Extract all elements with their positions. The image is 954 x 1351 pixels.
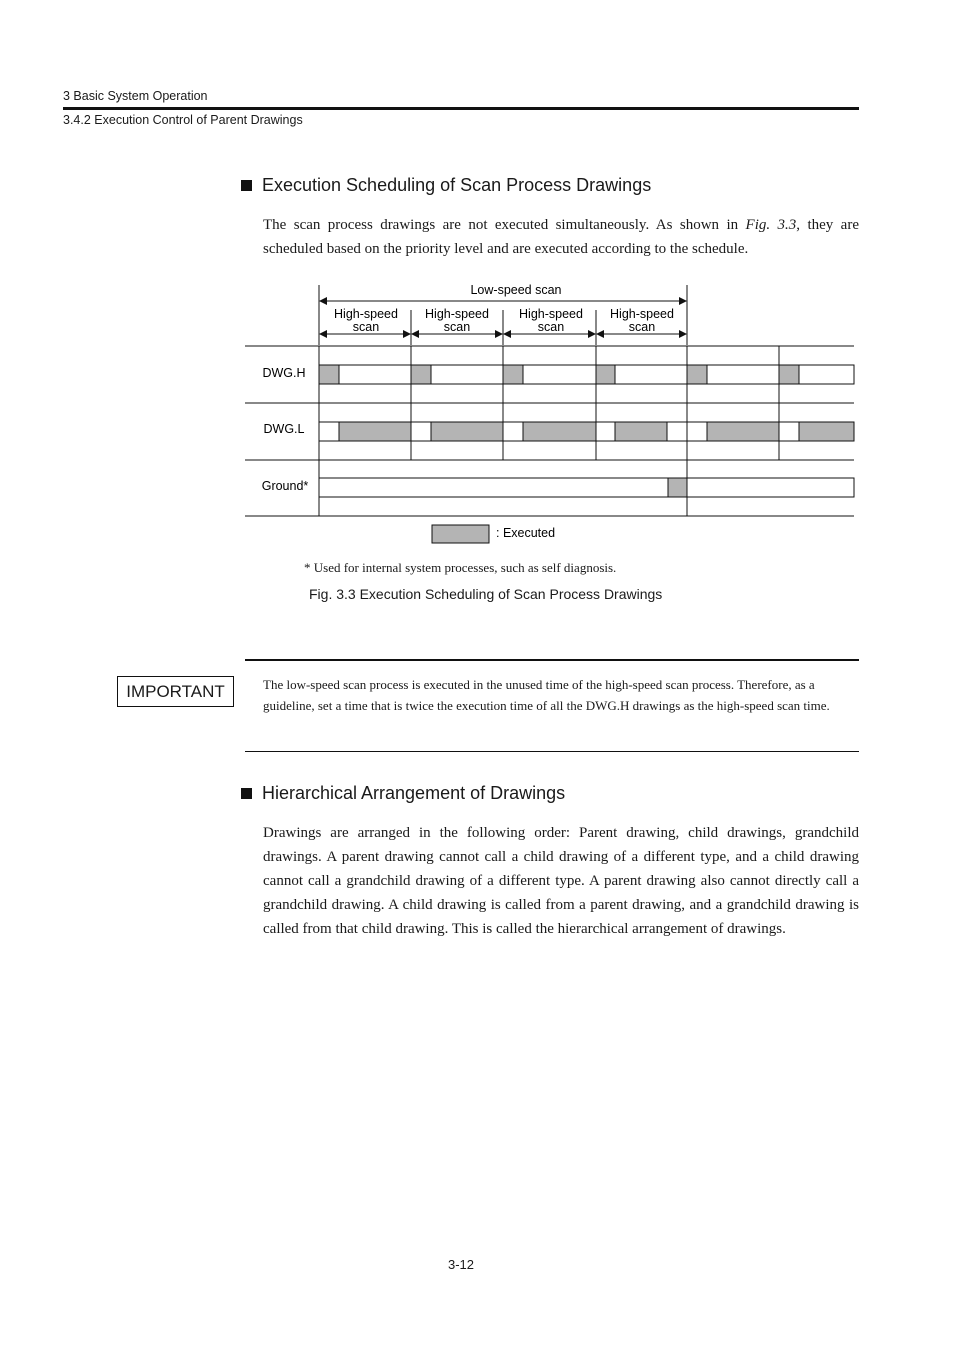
executed-block (596, 365, 615, 384)
executed-block (687, 365, 707, 384)
section-heading-hierarchy (241, 783, 565, 804)
figure-footnote: * Used for internal system processes, such as self diagnosis. (304, 560, 617, 575)
executed-block (779, 365, 799, 384)
row-label-dwg-l: DWG.L (263, 422, 305, 436)
figure-reference: Fig. 3.3 (745, 217, 797, 233)
executed-block (339, 422, 411, 441)
important-label: IMPORTANT (117, 676, 234, 707)
high-speed-scan-label: scan (537, 320, 565, 334)
high-speed-scan-label: scan (628, 320, 656, 334)
low-speed-scan-label: Low-speed scan (470, 283, 562, 297)
high-speed-scan-label: scan (352, 320, 380, 334)
executed-block (799, 422, 854, 441)
executed-block (668, 478, 687, 497)
chapter-header: 3 Basic System Operation (63, 89, 208, 103)
executed-block (523, 422, 596, 441)
dwg-l-timeline (319, 403, 854, 460)
high-speed-scan-label: scan (443, 320, 471, 334)
important-top-rule (245, 659, 859, 661)
high-speed-scan-label: High-speed (610, 307, 674, 321)
paragraph-text: , they are scheduled based on the priority level and are executed according to the schedule. (263, 217, 859, 257)
hierarchy-paragraph: Drawings are arranged in the following order: Parent drawing, child drawings, grandchild drawings. A parent drawing cannot call a child drawing of a different type, and a child drawing cannot call a grandchild drawing of a different type. A parent drawing also cannot directly call a grandchild drawing. A child drawing is called from a parent drawing, and a grandchild drawing is called from that child drawing. This is called the hierarchical arrangement of drawings. (263, 825, 859, 937)
high-speed-scan-label: High-speed (519, 307, 583, 321)
important-bottom-rule (245, 751, 859, 752)
square-bullet-icon (241, 788, 252, 799)
row-label-dwg-h: DWG.H (262, 366, 306, 380)
section-heading-text: Execution Scheduling of Scan Process Drawings (262, 175, 652, 195)
important-text: The low-speed scan process is executed in the unused time of the high-speed scan process. Therefore, as a guideline, set a time that is twice the execution time of all the DWG.H drawings as the high-speed scan time. (263, 677, 830, 713)
dwg-h-timeline (319, 346, 854, 403)
executed-block (319, 365, 339, 384)
page-number: 3-12 (447, 1257, 475, 1272)
section-header: 3.4.2 Execution Control of Parent Drawings (63, 113, 303, 127)
ground-timeline (319, 478, 854, 497)
executed-block (707, 422, 779, 441)
legend-swatch (432, 525, 489, 543)
high-speed-scan-label: High-speed (334, 307, 398, 321)
executed-block (411, 365, 431, 384)
row-label-ground: Ground* (261, 479, 309, 493)
section-heading-text: Hierarchical Arrangement of Drawings (262, 783, 566, 803)
high-speed-scan-label: High-speed (425, 307, 489, 321)
figure-caption: Fig. 3.3 Execution Scheduling of Scan Process Drawings (309, 586, 663, 602)
executed-block (615, 422, 667, 441)
executed-block (431, 422, 503, 441)
executed-block (503, 365, 523, 384)
paragraph-text: The scan process drawings are not executed simultaneously. As shown in (263, 217, 746, 233)
scan-schedule-diagram (0, 0, 954, 560)
legend-label: : Executed (496, 526, 556, 540)
